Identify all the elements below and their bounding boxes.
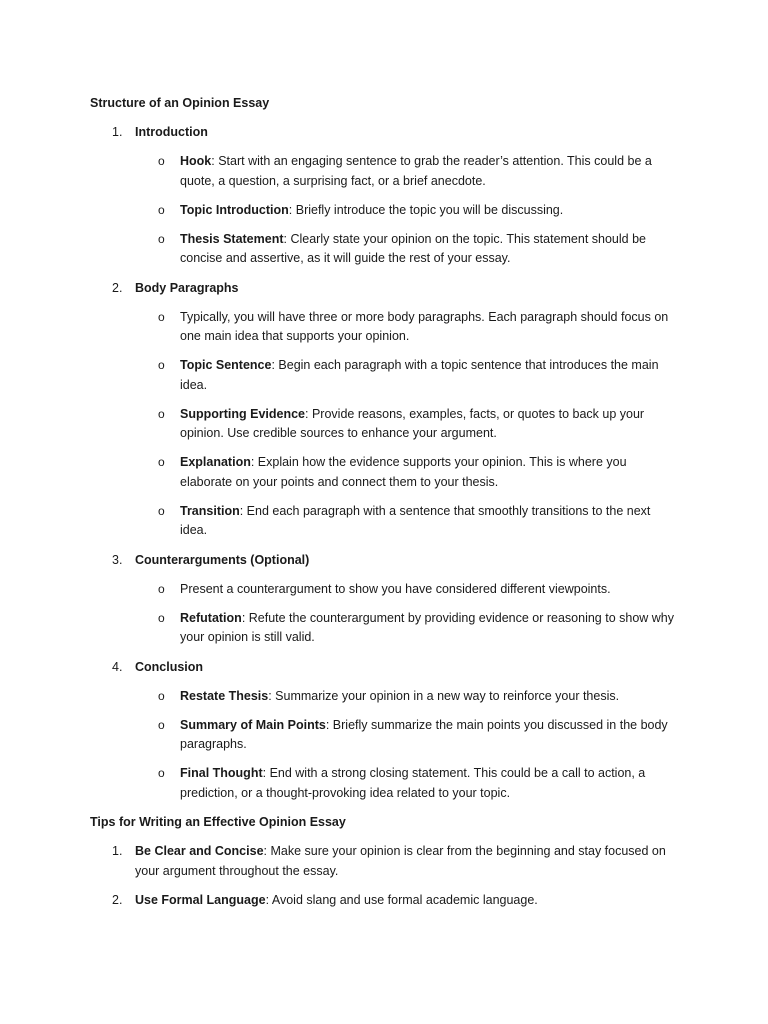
bullet-icon: o: [158, 202, 165, 217]
section-number: 3.: [112, 552, 123, 567]
structure-heading: Structure of an Opinion Essay: [90, 96, 270, 110]
bullet-text: Present a counterargument to show you have considered different viewpoints.: [180, 581, 611, 596]
bullet-term: Summary of Main Points: [180, 717, 326, 732]
bullet-term: Hook: [180, 154, 212, 168]
section-title: Counterarguments (Optional): [135, 552, 310, 567]
tip-number: 1.: [112, 844, 123, 858]
bullet-list: [90, 152, 680, 269]
list-item: [90, 230, 680, 269]
list-item: [90, 609, 680, 648]
section-heading: [90, 658, 680, 677]
tips-heading: Tips for Writing an Effective Opinion Essay: [90, 815, 346, 829]
bullet-text: : End each paragraph with a sentence that smoothly transitions to the next idea.: [180, 503, 651, 537]
section-number: 4.: [112, 659, 123, 674]
bullet-list: [90, 580, 680, 648]
tip-number: 2.: [112, 893, 123, 907]
tip-item: [90, 842, 680, 881]
list-item: [90, 356, 680, 395]
tip-item: [90, 891, 680, 911]
bullet-term: Final Thought: [180, 766, 263, 780]
sections-list: [90, 123, 680, 803]
bullet-text: : Briefly summarize the main points you discussed in the body paragraphs.: [180, 717, 668, 751]
bullet-icon: o: [158, 717, 165, 732]
bullet-icon: o: [158, 688, 165, 703]
list-item: [90, 453, 680, 492]
tip-term: Be Clear and Concise: [135, 844, 264, 858]
tip-term: Use Formal Language: [135, 893, 266, 907]
bullet-term: Thesis Statement: [180, 231, 284, 246]
bullet-icon: o: [158, 309, 165, 324]
bullet-list: [90, 687, 680, 804]
bullet-icon: o: [158, 766, 165, 780]
bullet-term: Explanation: [180, 455, 251, 469]
list-item: [90, 764, 680, 803]
bullet-text: : Briefly introduce the topic you will be discussing.: [288, 202, 564, 217]
tip-text: : Avoid slang and use formal academic language.: [265, 893, 538, 907]
bullet-term: Refutation: [180, 610, 242, 625]
list-item: [90, 201, 680, 221]
list-item: [90, 580, 680, 600]
bullet-term: Topic Introduction: [180, 202, 289, 217]
bullet-text: : Begin each paragraph with a topic sentence that introduces the main idea.: [180, 358, 659, 392]
section-title: Body Paragraphs: [135, 280, 239, 295]
bullet-icon: o: [158, 581, 165, 596]
list-item: [90, 308, 680, 347]
document-page: [90, 94, 680, 911]
bullet-icon: o: [158, 154, 165, 168]
bullet-icon: o: [158, 358, 165, 372]
bullet-text: : Summarize your opinion in a new way to reinforce your thesis.: [268, 688, 620, 703]
tip-text: : Make sure your opinion is clear from the beginning and stay focused on your argument throughout the essay.: [135, 844, 666, 878]
bullet-icon: o: [158, 503, 165, 518]
section: [90, 279, 680, 541]
bullet-text: : Explain how the evidence supports your opinion. This is where you elaborate on your points and connect them to your thesis.: [180, 455, 627, 489]
section-title: Conclusion: [135, 659, 204, 674]
bullet-icon: o: [158, 406, 165, 421]
section: [90, 123, 680, 269]
list-item: [90, 405, 680, 444]
bullet-text: : Start with an engaging sentence to grab the reader’s attention. This could be a quote, a question, a surprising fact, or a brief anecdote.: [180, 154, 652, 188]
bullet-text: : Provide reasons, examples, facts, or quotes to back up your opinion. Use credible sources to enhance your argument.: [180, 406, 645, 440]
section-heading: [90, 279, 680, 298]
bullet-list: [90, 308, 680, 541]
bullet-term: Topic Sentence: [180, 358, 272, 372]
section: [90, 658, 680, 804]
bullet-text: Typically, you will have three or more body paragraphs. Each paragraph should focus on one main idea that supports your opinion.: [180, 309, 669, 343]
section-heading: [90, 551, 680, 570]
tips-list: [90, 842, 680, 911]
section: [90, 551, 680, 648]
bullet-term: Restate Thesis: [180, 688, 269, 703]
bullet-icon: o: [158, 231, 165, 246]
bullet-text: : Refute the counterargument by providing evidence or reasoning to show why your opinion is still valid.: [180, 610, 675, 644]
section-heading: [90, 123, 680, 142]
bullet-text: : Clearly state your opinion on the topic. This statement should be concise and assertive, as it will guide the rest of your essay.: [180, 231, 646, 265]
bullet-text: : End with a strong closing statement. This could be a call to action, a prediction, or a thought-provoking idea related to your topic.: [180, 766, 646, 800]
section-number: 2.: [112, 280, 123, 295]
list-item: [90, 716, 680, 755]
list-item: [90, 152, 680, 191]
list-item: [90, 502, 680, 541]
bullet-icon: o: [158, 610, 165, 625]
bullet-term: Supporting Evidence: [180, 406, 306, 421]
section-number: 1.: [112, 125, 123, 139]
section-title: Introduction: [135, 125, 208, 139]
bullet-icon: o: [158, 455, 165, 469]
bullet-term: Transition: [180, 503, 240, 518]
list-item: [90, 687, 680, 707]
